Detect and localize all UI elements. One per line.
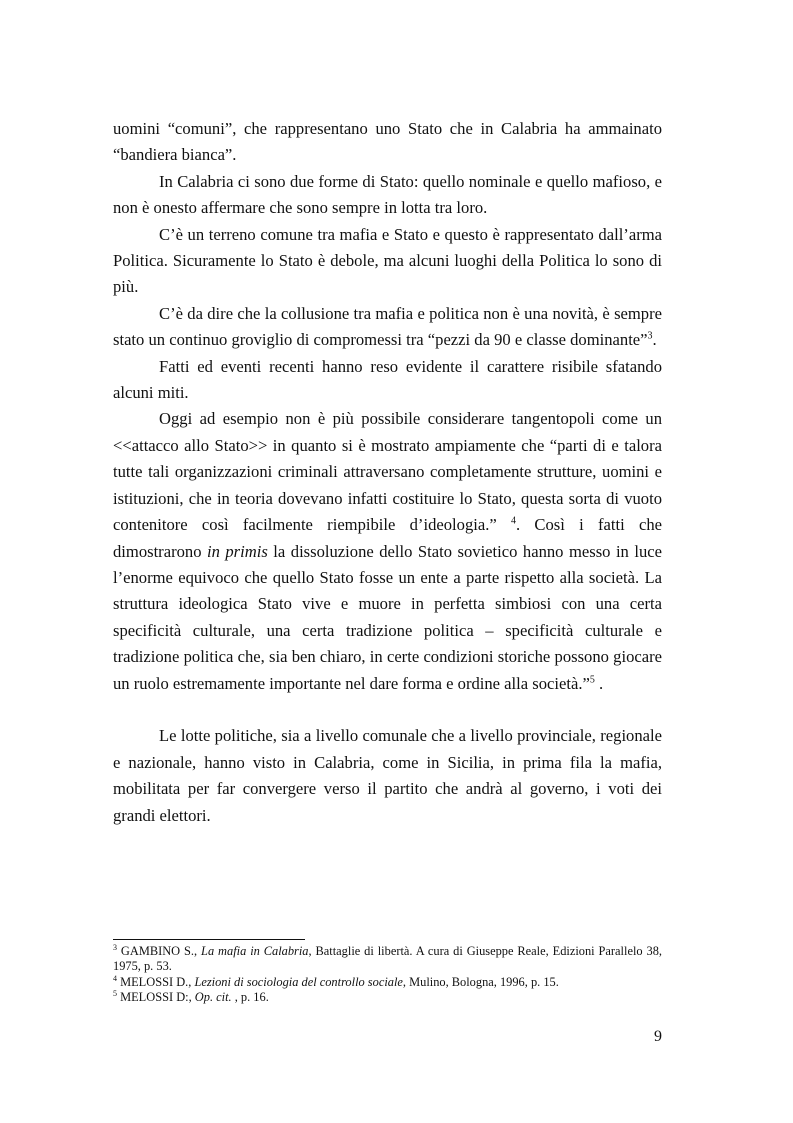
paragraph-6-text-d: . — [594, 673, 604, 693]
paragraph-4 — [113, 301, 662, 354]
footnote-title: La mafia in Calabria — [201, 944, 309, 958]
footnote-author: GAMBINO S., — [117, 944, 202, 958]
paragraph-7: Le lotte politiche, sia a livello comunale che a livello provinciale, regionale e nazionale, hanno visto in Calabria, come in Sicilia, in prima fila la mafia, mobilitata per far convergere verso il partito che andrà al governo, i voti dei grandi elettori. — [113, 726, 662, 825]
paragraph-2: In Calabria ci sono due forme di Stato: quello nominale e quello mafioso, e non è onesto affermare che sono sempre in lotta tra loro. — [113, 171, 662, 218]
page-number: 9 — [654, 1028, 662, 1045]
footnotes — [113, 944, 662, 1005]
paragraph-6 — [113, 406, 662, 696]
footnote-author: MELOSSI D., — [117, 974, 195, 989]
footnote-ref-4[interactable]: 4 — [511, 515, 516, 527]
footnote-3 — [113, 944, 662, 975]
footnote-5 — [113, 990, 662, 1005]
paragraph-1: uomini “comuni”, che rappresentano uno Stato che in Calabria ha ammainato “bandiera bianca”. — [113, 119, 662, 165]
paragraph-3: C’è un terreno comune tra mafia e Stato e questo è rappresentato dall’arma Politica. Sicuramente lo Stato è debole, ma alcuni luoghi della Politica lo sono di più. — [113, 224, 662, 297]
paragraph-6-text-a: Oggi ad esempio non è più possibile considerare tangentopoli come un <<attacco allo Stato>> in quanto si è mostrato ampiamente che “parti di e talora tutte tali organizzazioni criminali attraversano completamente strutture, uomini e istituzioni, che in teoria dovevano infatti costituire lo Stato, questa sorta di vuoto contenitore così facilmente riempibile d’ideologia.” — [113, 409, 662, 535]
paragraph-6-italic: in primis — [206, 541, 268, 561]
footnote-publication: , Mulino, Bologna, 1996, p. 15. — [402, 974, 559, 989]
footnote-number: 4 — [113, 973, 117, 983]
paragraph-6-text-b: . Così i fatti che dimostrarono — [113, 515, 662, 561]
paragraph-6-text-c: la dissoluzione dello Stato sovietico hanno messo in luce l’enorme equivoco che quello Stato fosse un ente a parte rispetto alla società. La struttura ideologica Stato vive e muore in perfetta simbiosi con una certa specificità culturale, una certa tradizione politica – specificità culturale e tradizione politica che, sia ben chiaro, in certe condizioni storiche possono giocare un ruolo estremamente importante nel dare forma e ordine alla società.” — [113, 541, 662, 693]
footnote-publication: , p. 16. — [231, 989, 269, 1004]
footnote-ref-3[interactable]: 3 — [647, 330, 653, 342]
body-text — [113, 116, 662, 829]
footnote-author: MELOSSI D:, — [117, 989, 195, 1004]
paragraph-4-text: C’è da dire che la collusione tra mafia e politica non è una novità, è sempre stato un continuo groviglio di compromessi tra “pezzi da 90 e classe dominante” — [113, 303, 662, 350]
footnote-number: 5 — [113, 988, 117, 998]
footnote-separator — [113, 939, 305, 940]
footnote-4 — [113, 975, 662, 990]
footnote-number: 3 — [113, 942, 117, 952]
footnote-title: Lezioni di sociologia del controllo sociale — [194, 974, 403, 989]
footnote-title: Op. cit. — [194, 989, 232, 1004]
footnote-ref-5[interactable]: 5 — [589, 674, 595, 685]
paragraph-4-end: . — [652, 330, 657, 350]
footnote-publication: , Battaglie di libertà. A cura di Giuseppe Reale, Edizioni Parallelo 38, 1975, p. 53. — [113, 944, 662, 974]
paragraph-5: Fatti ed eventi recenti hanno reso evidente il carattere risibile sfatando alcuni miti. — [113, 356, 662, 403]
